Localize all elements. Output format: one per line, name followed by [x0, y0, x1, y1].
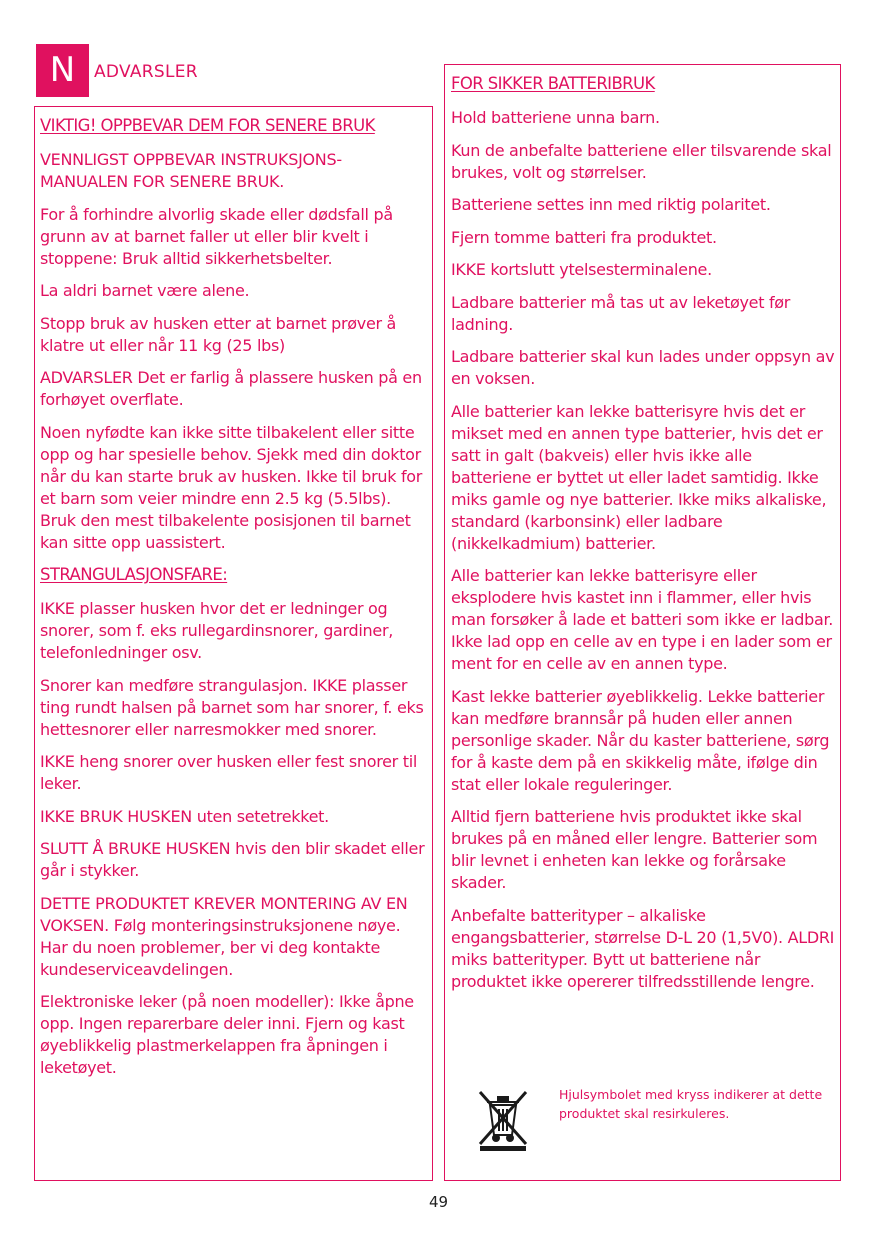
warning-paragraph: IKKE BRUK HUSKEN uten setetrekket.: [40, 806, 329, 826]
battery-paragraph: IKKE kortslutt ytelsesterminalene.: [451, 260, 712, 279]
battery-paragraph: Kun de anbefalte batteriene eller tilsvarende skal brukes, volt og størrelser.: [451, 140, 832, 182]
warnings-panel: [34, 106, 433, 1181]
warning-paragraph: IKKE heng snorer over husken eller fest snorer til leker.: [40, 752, 417, 793]
warnings-list-b: [40, 598, 428, 1079]
battery-paragraph: Ladbare batterier må tas ut av leketøyet før ladning.: [451, 292, 791, 334]
battery-paragraph: Alle batterier kan lekke batterisyre eller eksplodere hvis kastet inn i flammer, eller hvis man forsøker å lade et batteri som ikke er ladbar. Ikke lad opp en celle av en type i en lader som er ment for en celle av en annen type.: [451, 566, 834, 673]
section-title: ADVARSLER: [94, 62, 198, 82]
battery-paragraph: Kast lekke batterier øyeblikkelig. Lekke batterier kan medføre brannsår på huden eller annen personlige skader. Når du kaster batteriene, sørg for å kaste dem på en skikkelig måte, ifølge din stat eller lokale reguleringer.: [451, 686, 830, 794]
battery-safety-panel: [444, 64, 841, 1181]
warning-paragraph: DETTE PRODUKTET KREVER MONTERING AV EN VOKSEN. Følg monteringsinstruksjonene nøye. Har du noen problemer, ber vi deg kontakte kundeserviceavdelingen.: [40, 893, 408, 979]
warning-paragraph: IKKE plasser husken hvor det er ledninger og snorer, som f. eks rullegardinsnorer, gardiner, telefonledninger osv.: [40, 599, 394, 662]
warning-paragraph: Snorer kan medføre strangulasjon. IKKE plasser ting rundt halsen på barnet som har snorer, f. eks hettesnorer eller narresmokker med snorer.: [40, 675, 424, 739]
battery-paragraph: Alle batterier kan lekke batterisyre hvis det er mikset med en annen type batterier, hvis det er satt in galt (bakveis) eller hvis ikke alle batteriene er byttet ut eller ladet samtidig. Ikke miks gamle og nye batterier. Ikke miks alkaliske, standard (karbonsink) eller ladbare (nikkelkadmium) batterier.: [451, 401, 827, 553]
warnings-list-a: [40, 149, 428, 554]
battery-paragraph: Anbefalte batterityper – alkaliske engangsbatterier, størrelse D-L 20 (1,5V0). ALDRI miks batterityper. Bytt ut batteriene når produktet ikke opererer tilfredsstillende lengre.: [451, 905, 835, 991]
strangulation-heading: STRANGULASJONSFARE:: [40, 565, 228, 584]
battery-heading: FOR SIKKER BATTERIBRUK: [451, 74, 655, 93]
warning-paragraph: For å forhindre alvorlig skade eller dødsfall på grunn av at barnet faller ut eller blir kvelt i stoppene: Bruk alltid sikkerhetsbelter.: [40, 204, 393, 268]
page-number: 49: [428, 1193, 449, 1211]
warning-paragraph: VENNLIGST OPPBEVAR INSTRUKSJONS-MANUALEN FOR SENERE BRUK.: [40, 150, 342, 191]
warning-paragraph: Stopp bruk av husken etter at barnet prøver å klatre ut eller når 11 kg (25 lbs): [40, 313, 397, 355]
recycle-note: Hjulsymbolet med kryss indikerer at dette produktet skal resirkuleres.: [559, 1087, 823, 1121]
battery-paragraph: Alltid fjern batteriene hvis produktet ikke skal brukes på en måned eller lengre. Batterier som blir levnet i enheten kan lekke og forårsake skader.: [451, 807, 818, 892]
important-heading: VIKTIG! OPPBEVAR DEM FOR SENERE BRUK: [40, 116, 375, 135]
warning-paragraph: Noen nyfødte kan ikke sitte tilbakelent eller sitte opp og har spesielle behov. Sjekk med din doktor når du kan starte bruk av husken. Ikke til bruk for et barn som veier mindre enn 2.5 kg (5.5lbs). Bruk den mest tilbakelente posisjonen til barnet kan sitte opp uassistert.: [40, 422, 423, 552]
battery-paragraph: Ladbare batterier skal kun lades under oppsyn av en voksen.: [451, 347, 835, 388]
warning-paragraph: La aldri barnet være alene.: [40, 281, 250, 300]
battery-paragraph: Hold batteriene unna barn.: [451, 108, 660, 127]
language-badge: N: [36, 44, 89, 97]
crossed-out-wheelie-bin-icon: [476, 1088, 530, 1152]
warning-paragraph: ADVARSLER Det er farlig å plassere husken på en forhøyet overflate.: [40, 368, 422, 409]
battery-paragraph: Batteriene settes inn med riktig polaritet.: [451, 195, 771, 214]
warning-paragraph: Elektroniske leker (på noen modeller): Ikke åpne opp. Ingen reparerbare deler inni. Fjern og kast øyeblikkelig plastmerkelappen fra åpningen i leketøyet.: [40, 992, 414, 1077]
battery-paragraph: Fjern tomme batteri fra produktet.: [451, 227, 717, 247]
warning-paragraph: SLUTT Å BRUKE HUSKEN hvis den blir skadet eller går i stykker.: [40, 839, 425, 880]
